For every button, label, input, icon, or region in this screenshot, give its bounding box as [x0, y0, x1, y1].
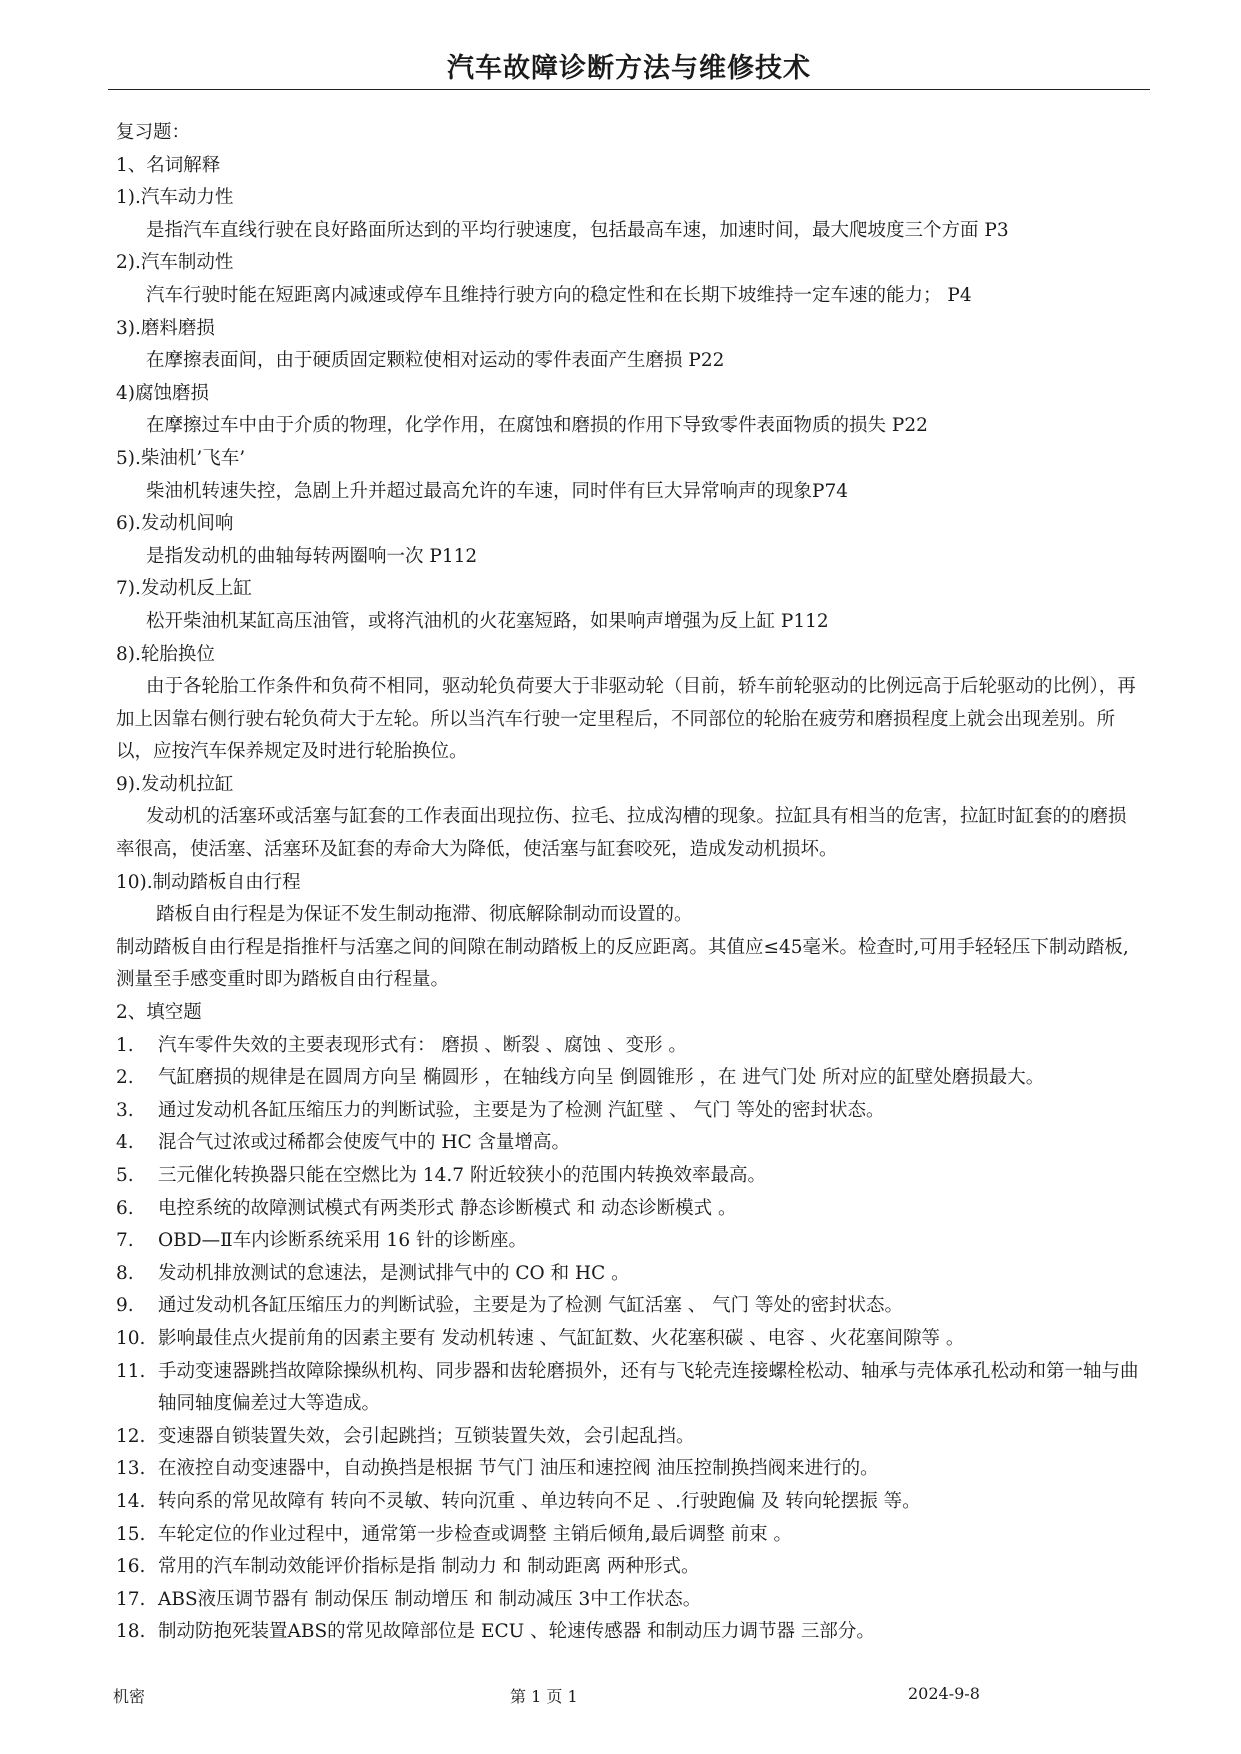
- fill-text: 车轮定位的作业过程中，通常第一步检查或调整 主销后倾角,最后调整 前束 。: [158, 1523, 793, 1545]
- fill-item: [116, 1160, 1144, 1193]
- footer-page-number: 第 1 页 1: [510, 1687, 578, 1706]
- fill-text: 手动变速器跳挡故障除操纵机构、同步器和齿轮磨损外，还有与飞轮壳连接螺栓松动、轴承与壳体承孔松动和第一轴与曲轴同轴度偏差过大等造成。: [158, 1360, 1139, 1415]
- fill-item: [116, 1486, 1144, 1519]
- footer-date: 2024-9-8: [908, 1684, 980, 1703]
- term-title: 7).发动机反上缸: [116, 578, 252, 600]
- term-definition: 在摩擦过车中由于介质的物理，化学作用，在腐蚀和磨损的作用下导致零件表面物质的损失 P22: [146, 415, 928, 437]
- fill-item: [116, 1225, 1144, 1258]
- fill-item: [116, 1290, 1144, 1323]
- term-definition: 是指发动机的曲轴每转两圈响一次 P112: [146, 545, 478, 567]
- term-title: 6).发动机间响: [116, 513, 234, 535]
- fill-text: OBD—Ⅱ车内诊断系统采用 16 针的诊断座。: [158, 1230, 527, 1252]
- fill-item: [116, 1193, 1144, 1226]
- fill-text: 通过发动机各缸压缩压力的判断试验，主要是为了检测 气缸活塞 、 气门 等处的密封状态。: [158, 1295, 904, 1317]
- fill-number: 10.: [116, 1327, 146, 1349]
- section-heading-fill: 2、填空题: [116, 1002, 202, 1024]
- section-heading-terms: 1、名词解释: [116, 154, 221, 176]
- footer-confidential: 机密: [113, 1687, 146, 1706]
- fill-number: 7.: [116, 1230, 134, 1252]
- fill-text: 通过发动机各缸压缩压力的判断试验，主要是为了检测 汽缸壁 、 气门 等处的密封状态。: [158, 1099, 885, 1121]
- fill-number: 3.: [116, 1099, 134, 1121]
- fill-text: 在液控自动变速器中，自动换挡是根据 节气门 油压和速控阀 油压控制换挡阀来进行的。: [158, 1458, 879, 1480]
- fill-text: 气缸磨损的规律是在圆周方向呈 椭圆形 ，在轴线方向呈 倒圆锥形 ，在 进气门处 所对应的缸壁处磨损最大。: [158, 1067, 1045, 1089]
- fill-number: 11.: [116, 1360, 146, 1382]
- fill-text: 变速器自锁装置失效，会引起跳挡；互锁装置失效，会引起乱挡。: [158, 1425, 695, 1447]
- fill-number: 8.: [116, 1262, 134, 1284]
- fill-number: 17.: [116, 1588, 146, 1610]
- fill-item: [116, 1258, 1144, 1291]
- fill-number: 5.: [116, 1165, 134, 1186]
- fill-number: 4.: [116, 1132, 134, 1154]
- fill-item: [116, 1323, 1144, 1356]
- fill-item: [116, 1356, 1144, 1421]
- fill-item: [116, 1127, 1144, 1160]
- fill-text: 混合气过浓或过稀都会使废气中的 HC 含量增高。: [158, 1132, 571, 1154]
- document-body: [116, 117, 1144, 1649]
- term-extra-paragraph: 制动踏板自由行程是指推杆与活塞之间的间隙在制动踏板上的反应距离。其值应≤45毫米。检查时,可用手轻轻压下制动踏板,测量至手感变重时即为踏板自由行程量。: [116, 936, 1129, 991]
- fill-number: 12.: [116, 1425, 146, 1447]
- fill-text: ABS液压调节器有 制动保压 制动增压 和 制动减压 3中工作状态。: [158, 1588, 702, 1610]
- fill-item: [116, 1519, 1144, 1552]
- fill-number: 16.: [116, 1556, 146, 1578]
- fill-text: 发动机排放测试的怠速法，是测试排气中的 CO 和 HC 。: [158, 1262, 630, 1284]
- fill-number: 1.: [116, 1034, 134, 1056]
- fill-item: [116, 1421, 1144, 1454]
- term-definition: 在摩擦表面间，由于硬质固定颗粒使相对运动的零件表面产生磨损 P22: [146, 350, 725, 372]
- term-definition: 松开柴油机某缸高压油管，或将汽油机的火花塞短路，如果响声增强为反上缸 P112: [146, 610, 829, 632]
- term-definition: 踏板自由行程是为保证不发生制动拖滞、彻底解除制动而设置的。: [156, 904, 693, 926]
- term-definition: 汽车行驶时能在短距离内减速或停车且维持行驶方向的稳定性和在长期下坡维持一定车速的能力； P4: [146, 284, 972, 306]
- fill-item: [116, 1062, 1144, 1095]
- fill-number: 18.: [116, 1621, 146, 1643]
- title-rule: [108, 89, 1150, 90]
- term-title: 2).汽车制动性: [116, 252, 234, 274]
- fill-number: 9.: [116, 1295, 134, 1317]
- fill-item: [116, 1095, 1144, 1128]
- fill-number: 6.: [116, 1197, 134, 1219]
- fill-text: 汽车零件失效的主要表现形式有： 磨损 、断裂 、腐蚀 、变形 。: [158, 1034, 687, 1056]
- term-title: 8).轮胎换位: [116, 643, 215, 665]
- term-title: 1).汽车动力性: [116, 187, 234, 209]
- review-heading: 复习题：: [116, 122, 191, 143]
- term-definition: 发动机的活塞环或活塞与缸套的工作表面出现拉伤、拉毛、拉成沟槽的现象。拉缸具有相当的危害，拉缸时缸套的的磨损率很高，使活塞、活塞环及缸套的寿命大为降低，使活塞与缸套咬死，造成发动机损坏。: [116, 806, 1127, 861]
- fill-text: 转向系的常见故障有 转向不灵敏、转向沉重 、单边转向不足 、.行驶跑偏 及 转向轮摆振 等。: [158, 1490, 921, 1512]
- fill-number: 2.: [116, 1067, 134, 1089]
- term-definition: 是指汽车直线行驶在良好路面所达到的平均行驶速度，包括最高车速，加速时间，最大爬坡度三个方面 P3: [146, 219, 1009, 241]
- term-definition: 由于各轮胎工作条件和负荷不相同，驱动轮负荷要大于非驱动轮（目前，轿车前轮驱动的比例远高于后轮驱动的比例），再加上因靠右侧行驶右轮负荷大于左轮。所以当汽车行驶一定里程后，不同部位的轮胎在疲劳和磨损程度上就会出现差别。所以，应按汽车保养规定及时进行轮胎换位。: [116, 676, 1136, 763]
- fill-item: [116, 1551, 1144, 1584]
- fill-text: 三元催化转换器只能在空燃比为 14.7 附近较狭小的范围内转换效率最高。: [158, 1165, 766, 1186]
- fill-item: [116, 1453, 1144, 1486]
- term-title: 10).制动踏板自由行程: [116, 871, 301, 893]
- fill-text: 常用的汽车制动效能评价指标是指 制动力 和 制动距离 两种形式。: [158, 1556, 700, 1578]
- fill-text: 电控系统的故障测试模式有两类形式 静态诊断模式 和 动态诊断模式 。: [158, 1197, 737, 1219]
- page-title: 汽车故障诊断方法与维修技术: [447, 53, 811, 84]
- fill-text: 制动防抱死装置ABS的常见故障部位是 ECU 、轮速传感器 和制动压力调节器 三部分。: [158, 1621, 875, 1643]
- fill-number: 13.: [116, 1458, 146, 1480]
- term-title: 4)腐蚀磨损: [116, 382, 209, 404]
- fill-item: [116, 1030, 1144, 1063]
- fill-item: [116, 1616, 1144, 1649]
- term-title: 5).柴油机’飞车’: [116, 447, 246, 469]
- term-definition: 柴油机转速失控，急剧上升并超过最高允许的车速，同时伴有巨大异常响声的现象P74: [146, 480, 848, 502]
- fill-item: [116, 1584, 1144, 1617]
- term-title: 3).磨料磨损: [116, 317, 215, 339]
- term-title: 9).发动机拉缸: [116, 773, 234, 795]
- fill-text: 影响最佳点火提前角的因素主要有 发动机转速 、气缸缸数、火花塞积碳 、电容 、火花塞间隙等 。: [158, 1327, 965, 1349]
- fill-number: 14.: [116, 1490, 146, 1512]
- fill-number: 15.: [116, 1523, 146, 1545]
